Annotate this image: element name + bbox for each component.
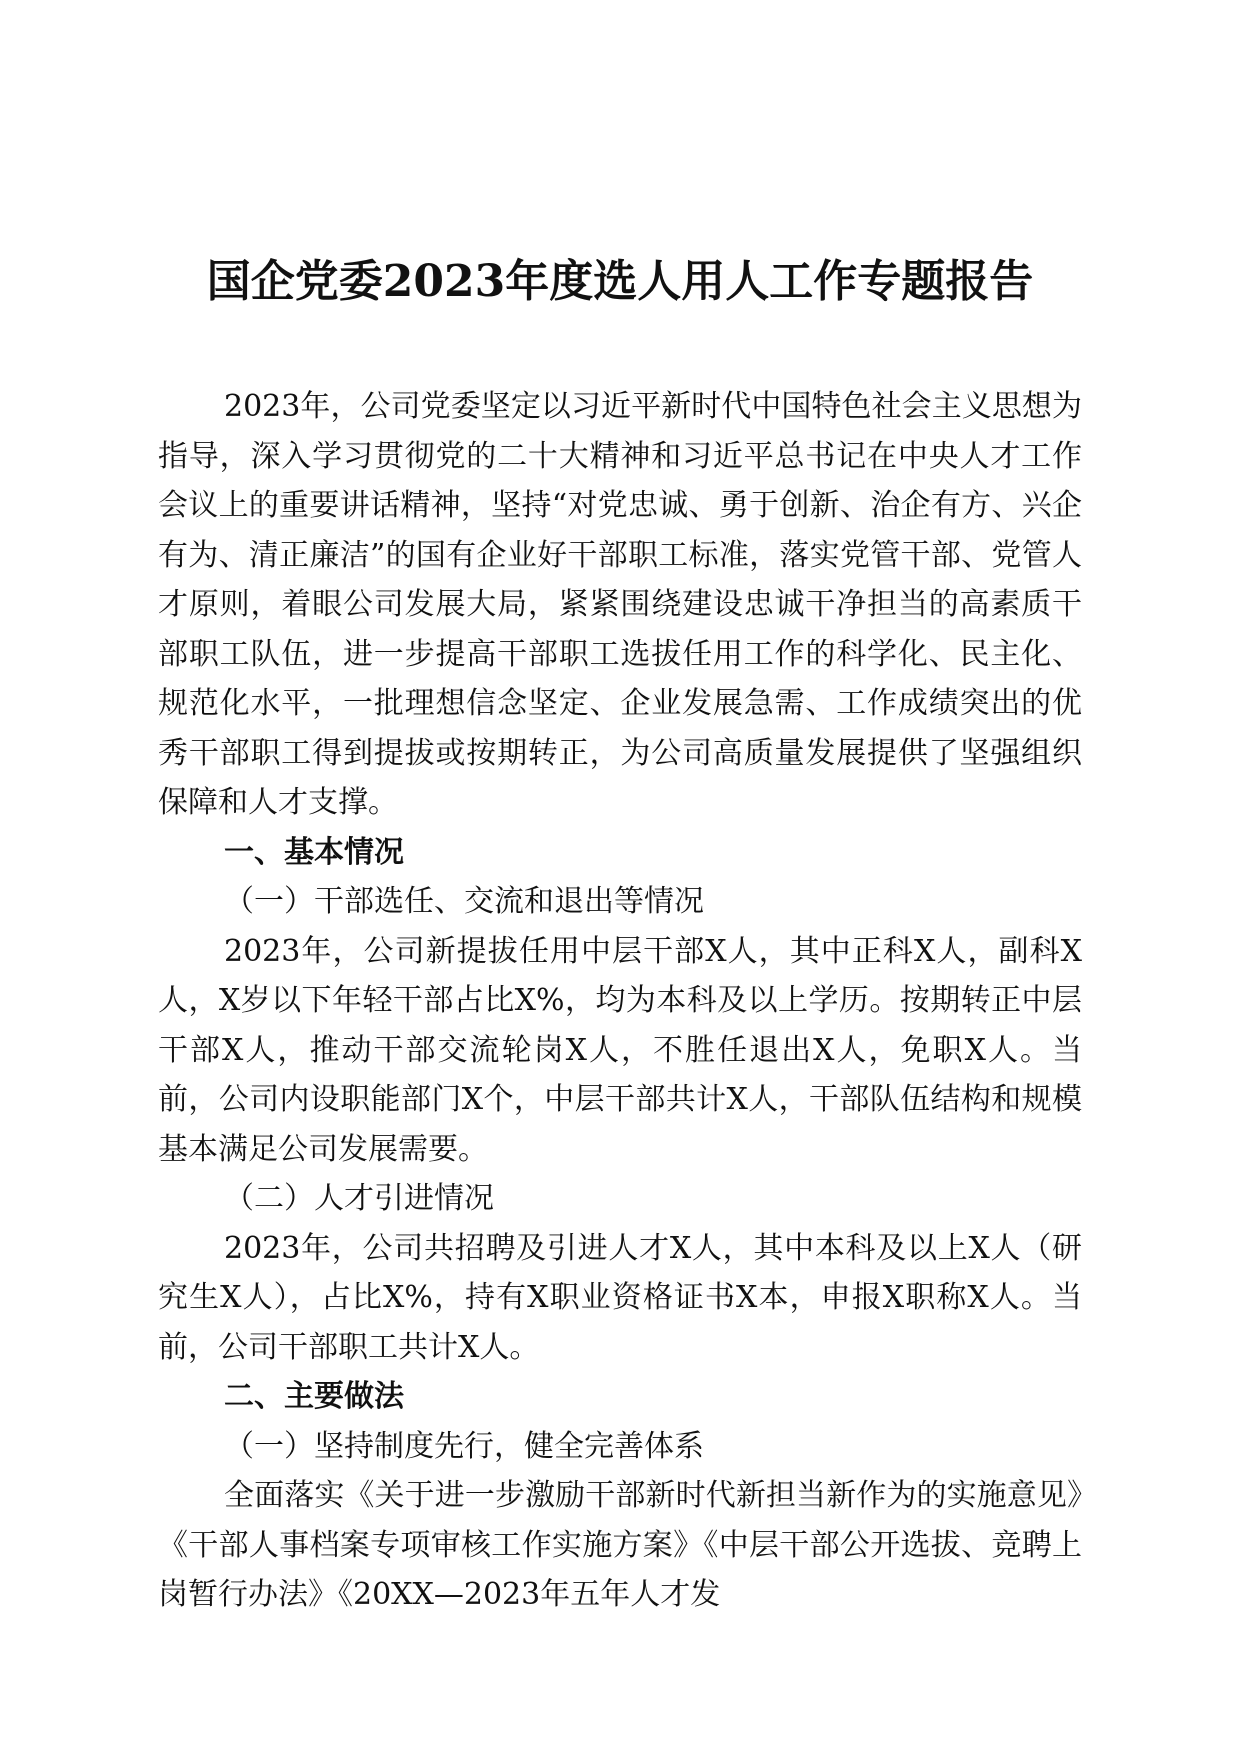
- document-title: 国企党委2023年度选人用人工作专题报告: [206, 256, 1034, 307]
- intro-paragraph: 2023年，公司党委坚定以习近平新时代中国特色社会主义思想为指导，深入学习贯彻党的二十大精神和习近平总书记在中央人才工作会议上的重要讲话精神，坚持“对党忠诚、勇于创新、治企有方、兴企有为、清正廉洁”的国有企业好干部职工标准，落实党管干部、党管人才原则，着眼公司发展大局，紧紧围绕建设忠诚干净担当的高素质干部职工队伍，进一步提高干部职工选拔任用工作的科学化、民主化、规范化水平，一批理想信念坚定、企业发展急需、工作成绩突出的优秀干部职工得到提拔或按期转正，为公司高质量发展提供了坚强组织保障和人才支撑。: [158, 389, 1082, 820]
- subsection-heading-system-first: （一）坚持制度先行，健全完善体系: [224, 1428, 704, 1464]
- cadre-selection-paragraph: 2023年，公司新提拔任用中层干部X人，其中正科X人，副科X人，X岁以下年轻干部占比X%，均为本科及以上学历。按期转正中层干部X人，推动干部交流轮岗X人，不胜任退出X人，免职X人。当前，公司内设职能部门X个，中层干部共计X人，干部队伍结构和规模基本满足公司发展需要。: [158, 933, 1082, 1167]
- subsection-heading-talent-introduction: （二）人才引进情况: [224, 1181, 494, 1216]
- section-heading-main-practices: 二、主要做法: [224, 1379, 404, 1414]
- document-body: [158, 382, 1082, 1620]
- subsection-heading-cadre-selection: （一）干部选任、交流和退出等情况: [224, 884, 704, 919]
- section-heading-basic-situation: 一、基本情况: [224, 834, 404, 870]
- talent-introduction-paragraph: 2023年，公司共招聘及引进人才X人，其中本科及以上X人（研究生X人），占比X%，持有X职业资格证书X本，申报X职称X人。当前，公司干部职工共计X人。: [158, 1230, 1082, 1365]
- system-first-paragraph: 全面落实《关于进一步激励干部新时代新担当新作为的实施意见》《干部人事档案专项审核工作实施方案》《中层干部公开选拔、竞聘上岗暂行办法》《20XX—2023年五年人才发: [158, 1478, 1082, 1612]
